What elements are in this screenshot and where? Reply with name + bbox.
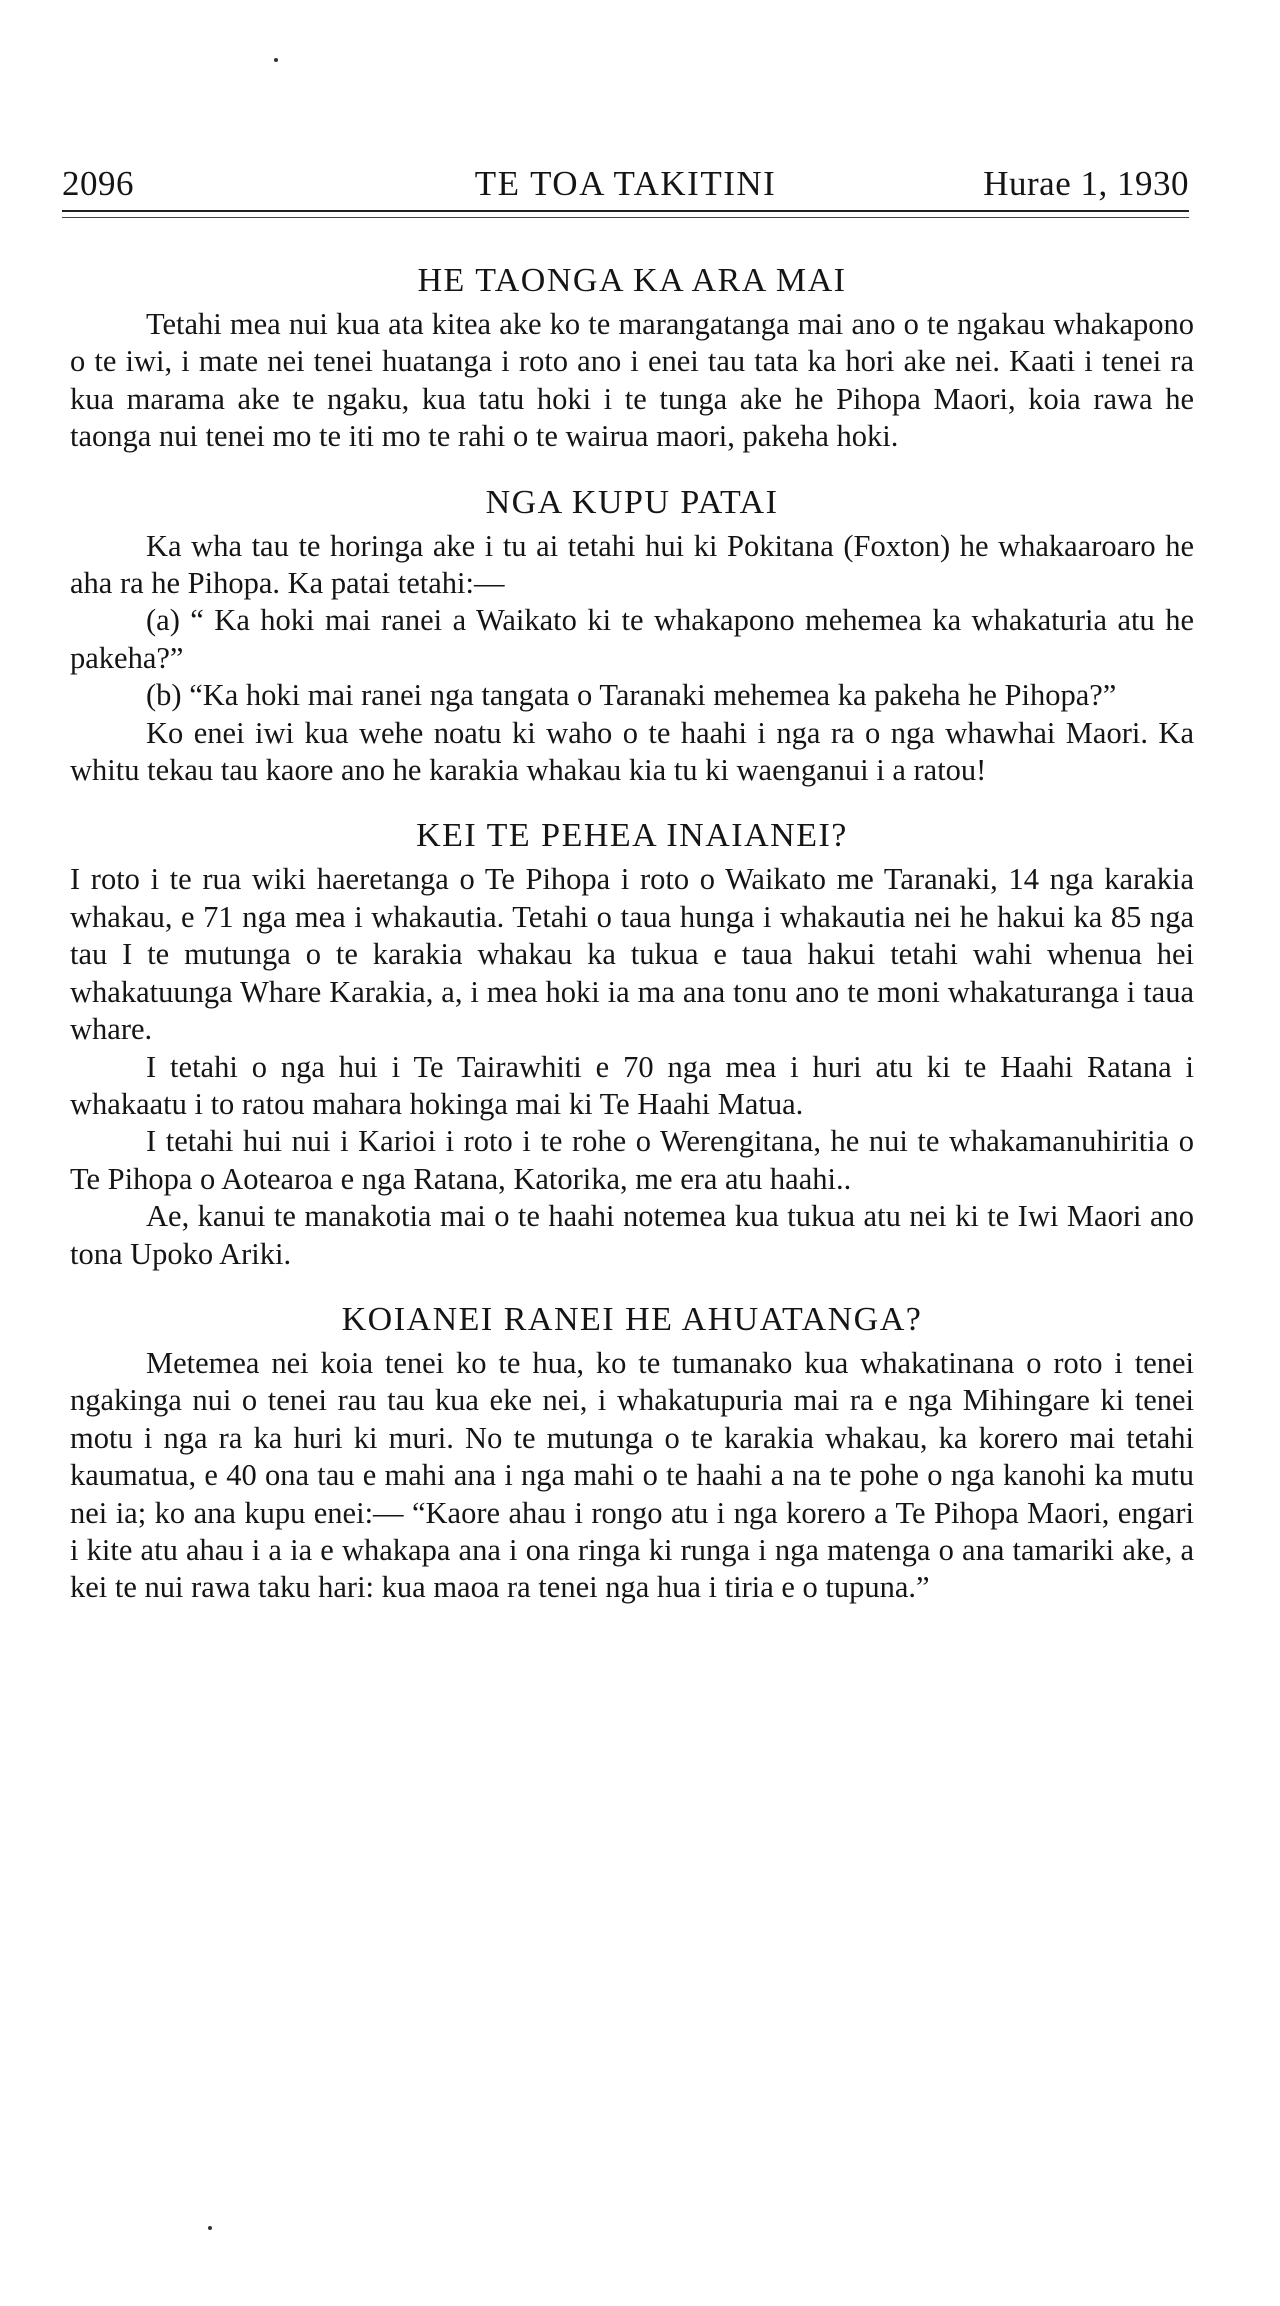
section-heading: NGA KUPU PATAI xyxy=(485,483,779,521)
issue-date: Hurae 1, 1930 xyxy=(983,164,1189,203)
paragraph: I roto i te rua wiki haeretanga o Te Pihopa i roto o Waikato me Taranaki, 14 nga karakia whakau, e 71 nga mea i whakautia. Tetahi o taua hunga i whakautia nei he hakui ka 85 nga tau I te mutunga o te karakia whakau ka tukua e taua hakui tetahi wahi whenua hei whakatuunga Whare Karakia, a, i mea hoki ia ma ana tonu ano te moni whakaturanga i taua whare. xyxy=(70,862,1194,1047)
section-kupu-patai xyxy=(70,482,1194,790)
scan-speck xyxy=(274,58,278,62)
paragraph: Ae, kanui te manakotia mai o te haahi notemea kua tukua atu nei ki te Iwi Maori ano tona Upoko Ariki. xyxy=(70,1199,1194,1271)
paragraph: I tetahi o nga hui i Te Tairawhiti e 70 nga mea i huri atu ki te Haahi Ratana i whakaatu i to ratou mahara hokinga mai ki Te Haahi Matua. xyxy=(70,1049,1194,1121)
question-item-b: (b) “Ka hoki mai ranei nga tangata o Taranaki mehemea ka pakeha he Pihopa?” xyxy=(146,678,1117,713)
paragraph: Tetahi mea nui kua ata kitea ake ko te marangatanga mai ano o te ngakau whakapono o te iwi, i mate nei tenei huatanga i roto ano i enei tau tata ka hori ake nei. Kaati i tenei ra kua marama ake te ngaku, kua tatu hoki i te tunga ake he Pihopa Maori, koia rawa he taonga nui tenei mo te iti mo te rahi o te wairua maori, pakeha hoki. xyxy=(70,307,1194,454)
section-taonga xyxy=(70,260,1194,456)
section-inaianei xyxy=(70,815,1194,1272)
page-header xyxy=(62,160,1189,210)
header-rule-thin xyxy=(62,217,1189,218)
section-heading: KEI TE PEHEA INAIANEI? xyxy=(416,817,848,855)
header-rule xyxy=(62,210,1189,212)
question-item-a: (a) “ Ka hoki mai ranei a Waikato ki te whakapono mehemea ka whakaturia atu he pakeha?” xyxy=(70,603,1194,675)
paragraph: Ko enei iwi kua wehe noatu ki waho o te haahi i nga ra o nga whawhai Maori. Ka whitu tekau tau kaore ano he karakia whakau kia tu ki waenganui i a ratou! xyxy=(70,715,1194,788)
page-number: 2096 xyxy=(62,164,134,203)
paragraph: Metemea nei koia tenei ko te hua, ko te tumanako kua whakatinana o roto i tenei ngakinga nui o tenei rau tau kua eke nei, i whakatupuria mai ra e nga Mihingare ki tenei motu i nga ra ka huri ki muri. No te mutunga o te karakia whakau, ka korero mai tetahi kaumatua, e 40 ona tau e mahi ana i nga mahi o te haahi a na te pohe o nga kanohi ka mutu nei ia; ko ana kupu enei:— “Kaore ahau i rongo atu i nga korero a Te Pihopa Maori, engari i kite atu ahau i a ia e whakapa ana i ona ringa ki runga i nga matenga o ana tamariki ake, a kei te nui rawa taku hari: kua maoa ra tenei nga hua i tiria e o tupuna.” xyxy=(70,1345,1194,1605)
section-ahuatanga xyxy=(70,1299,1194,1607)
publication-title: TE TOA TAKITINI xyxy=(474,164,777,203)
scan-speck xyxy=(208,2226,212,2230)
article-body xyxy=(70,260,1194,1633)
paragraph: I tetahi hui nui i Karioi i roto i te rohe o Werengitana, he nui te whakamanuhiritia o Te Pihopa o Aotearoa e nga Ratana, Katorika, me era atu haahi.. xyxy=(70,1124,1194,1196)
section-heading: HE TAONGA KA ARA MAI xyxy=(417,262,847,299)
section-heading: KOIANEI RANEI HE AHUATANGA? xyxy=(341,1300,923,1338)
paragraph: Ka wha tau te horinga ake i tu ai tetahi hui ki Pokitana (Foxton) he whakaaroaro he aha ra he Pihopa. Ka patai tetahi:— xyxy=(70,528,1194,601)
